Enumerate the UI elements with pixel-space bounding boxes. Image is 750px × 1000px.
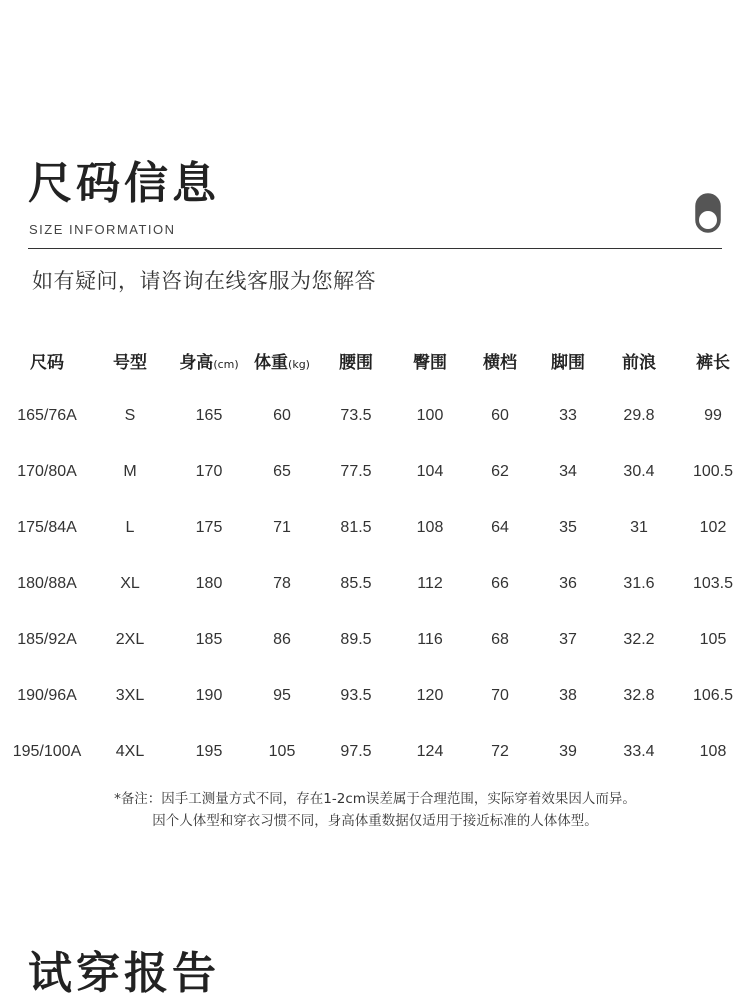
table-row [6, 556, 750, 612]
table-cell: 170/80A [17, 463, 77, 480]
table-cell: 70 [491, 687, 509, 704]
table-cell: 36 [559, 575, 577, 592]
table-cell: 64 [491, 519, 509, 536]
table-cell: L [125, 519, 135, 536]
table-cell: 106.5 [692, 687, 734, 704]
table-cell: S [124, 407, 136, 424]
header-divider [28, 248, 722, 249]
table-cell: 33.4 [623, 743, 655, 760]
table-cell: 97.5 [340, 743, 372, 760]
table-cell: 68 [491, 631, 509, 648]
table-cell: 71 [273, 519, 291, 536]
page-subtitle: SIZE INFORMATION [29, 222, 176, 237]
column-header-height: 身高(cm) [179, 352, 239, 373]
table-cell: 86 [273, 631, 291, 648]
table-row [6, 388, 750, 444]
table-cell: 62 [491, 463, 509, 480]
table-cell: 180 [195, 575, 223, 592]
fitting-report-title: 试穿报告 [28, 948, 220, 999]
table-cell: 32.2 [623, 631, 655, 648]
table-cell: XL [120, 575, 140, 592]
table-cell: 105 [268, 743, 296, 760]
table-cell: 95 [273, 687, 291, 704]
table-cell: 30.4 [623, 463, 655, 480]
table-cell: 60 [491, 407, 509, 424]
table-cell: 116 [417, 631, 443, 648]
column-header-front-rise: 前浪 [622, 352, 656, 373]
table-cell: 165 [195, 407, 223, 424]
table-cell: 99 [704, 407, 722, 424]
table-cell: 108 [416, 519, 444, 536]
table-cell: 180/88A [17, 575, 77, 592]
table-cell: 170 [195, 463, 223, 480]
table-row [6, 444, 750, 500]
size-table [6, 332, 750, 780]
table-cell: 89.5 [340, 631, 372, 648]
table-cell: 60 [273, 407, 291, 424]
table-row [6, 724, 750, 780]
table-cell: 102 [699, 519, 727, 536]
table-cell: 103.5 [692, 575, 734, 592]
table-cell: 175/84A [17, 519, 77, 536]
column-header-waist: 腰围 [339, 352, 373, 373]
table-cell: 4XL [115, 743, 145, 760]
table-cell: 120 [416, 687, 444, 704]
table-cell: 3XL [115, 687, 145, 704]
table-cell: 104 [416, 463, 444, 480]
table-cell: 105 [699, 631, 727, 648]
table-cell: 112 [417, 575, 443, 592]
column-header-size: 尺码 [30, 352, 64, 373]
toggle-switch-icon [695, 193, 721, 233]
table-cell: 34 [559, 463, 577, 480]
table-cell: 31 [630, 519, 648, 536]
column-header-hip: 臀围 [413, 352, 447, 373]
column-header-pants-length: 裤长 [696, 352, 730, 373]
table-cell: 78 [273, 575, 291, 592]
table-cell: 32.8 [623, 687, 655, 704]
table-cell: 35 [559, 519, 577, 536]
column-header-thigh: 横档 [483, 352, 517, 373]
table-cell: 31.6 [623, 575, 655, 592]
table-cell: 2XL [115, 631, 145, 648]
table-cell: 100 [416, 407, 444, 424]
measurement-note [0, 788, 750, 832]
table-cell: 29.8 [623, 407, 655, 424]
table-cell: 39 [559, 743, 577, 760]
table-cell: 85.5 [340, 575, 372, 592]
table-cell: 108 [699, 743, 727, 760]
note-line-1: *备注：因手工测量方式不同，存在1-2cm误差属于合理范围，实际穿着效果因人而异。 [114, 791, 636, 807]
column-header-leg-opening: 脚围 [551, 352, 585, 373]
table-cell: 185 [195, 631, 223, 648]
column-header-model: 号型 [113, 352, 147, 373]
table-cell: 38 [559, 687, 577, 704]
table-row [6, 668, 750, 724]
table-cell: 65 [273, 463, 291, 480]
table-cell: 73.5 [340, 407, 372, 424]
table-cell: 77.5 [340, 463, 372, 480]
table-cell: 100.5 [692, 463, 734, 480]
table-row [6, 612, 750, 668]
table-cell: 195 [195, 743, 223, 760]
table-cell: 190/96A [17, 687, 77, 704]
table-cell: 124 [416, 743, 444, 760]
table-cell: 66 [491, 575, 509, 592]
table-cell: 33 [559, 407, 577, 424]
table-header-row [6, 332, 750, 388]
page-title: 尺码信息 [28, 158, 220, 209]
table-cell: 185/92A [17, 631, 77, 648]
table-cell: 195/100A [12, 743, 82, 760]
table-cell: M [123, 463, 137, 480]
table-cell: 72 [491, 743, 509, 760]
table-cell: 37 [559, 631, 577, 648]
table-cell: 165/76A [17, 407, 77, 424]
table-cell: 93.5 [340, 687, 372, 704]
table-cell: 81.5 [340, 519, 372, 536]
table-row [6, 500, 750, 556]
customer-service-tagline: 如有疑问，请咨询在线客服为您解答 [32, 269, 376, 293]
note-line-2: 因个人体型和穿衣习惯不同，身高体重数据仅适用于接近标准的人体体型。 [152, 813, 598, 829]
table-cell: 175 [195, 519, 223, 536]
column-header-weight: 体重(kg) [254, 352, 310, 373]
table-cell: 190 [195, 687, 223, 704]
